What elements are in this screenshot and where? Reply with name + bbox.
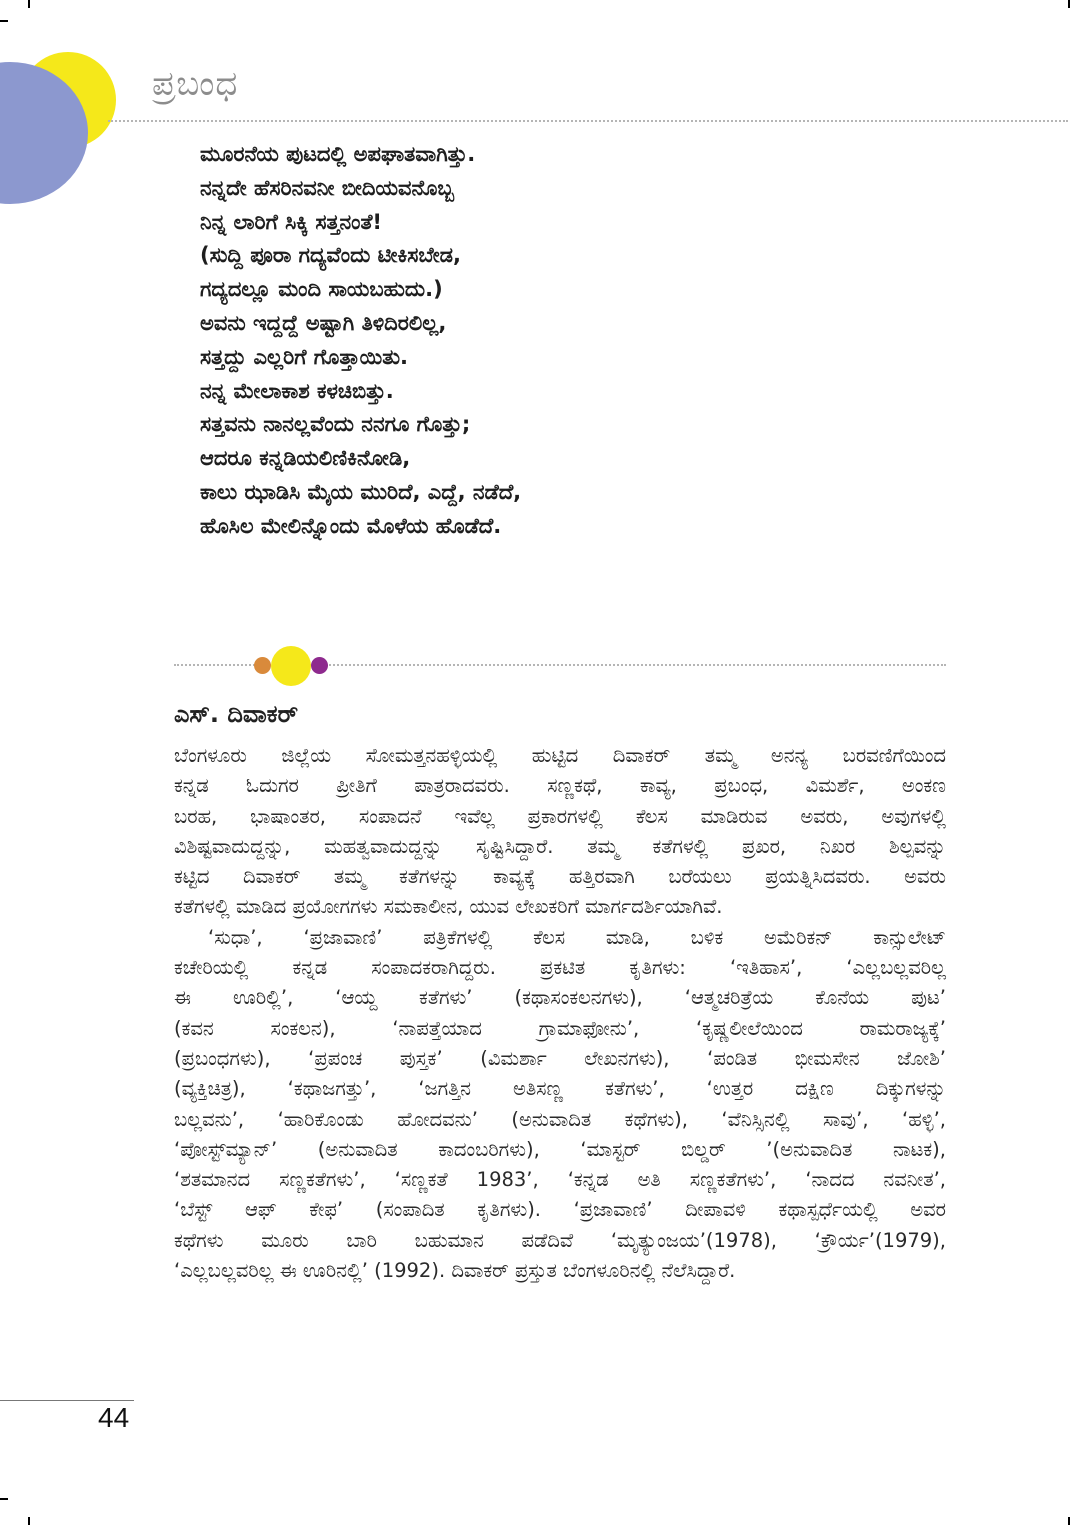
bio-line: ಈ ಊರಿಲ್ಲಿ’, ‘ಆಯ್ದ ಕತೆಗಳು’ (ಕಥಾಸಂಕಲನಗಳು), ‘ಆತ್ಮಚರಿತ್ರೆಯ ಕೊನೆಯ ಪುಟ’ xyxy=(174,986,946,1010)
poem-line: ನನ್ನ ಮೇಲಾಕಾಶ ಕಳಚಿಬಿತ್ತು. xyxy=(200,378,394,403)
bio-line: (ಪ್ರಬಂಧಗಳು), ‘ಪ್ರಪಂಚ ಪುಸ್ತಕ’ (ವಿಮರ್ಶಾ ಲೇಖನಗಳು), ‘ಪಂಡಿತ ಭೀಮಸೇನ ಜೋಶಿ’ xyxy=(174,1046,946,1070)
crop-mark xyxy=(1068,1517,1070,1525)
poem-line: ಕಾಲು ಝಾಡಿಸಿ ಮೈಯ ಮುರಿದೆ, ಎದ್ದೆ, ನಡೆದೆ, xyxy=(200,479,522,504)
bio-line: ಬರಹ, ಭಾಷಾಂತರ, ಸಂಪಾದನೆ ಇವೆಲ್ಲ ಪ್ರಕಾರಗಳಲ್ಲಿ ಕೆಲಸ ಮಾಡಿರುವ ಅವರು, ಅವುಗಳಲ್ಲಿ xyxy=(174,804,946,828)
bio-line: ಕನ್ನಡ ಓದುಗರ ಪ್ರೀತಿಗೆ ಪಾತ್ರರಾದವರು. ಸಣ್ಣಕಥೆ, ಕಾವ್ಯ, ಪ್ರಬಂಧ, ವಿಮರ್ಶೆ, ಅಂಕಣ xyxy=(174,774,946,798)
bio-line: ‘ಶತಮಾನದ ಸಣ್ಣಕತೆಗಳು’, ‘ಸಣ್ಣಕತೆ 1983’, ‘ಕನ್ನಡ ಅತಿ ಸಣ್ಣಕತೆಗಳು’, ‘ನಾದದ ನವನೀತ’, xyxy=(174,1168,946,1192)
poem-line: ಗದ್ಯದಲ್ಲೂ ಮಂದಿ ಸಾಯಬಹುದು.) xyxy=(200,277,443,302)
bio-line: (ಕವನ ಸಂಕಲನ), ‘ನಾಪತ್ತೆಯಾದ ಗ್ರಾಮಾಫೋನು’, ‘ಕೃಷ್ಣಲೀಲೆಯಿಂದ ರಾಮರಾಜ್ಯಕ್ಕೆ’ xyxy=(174,1016,946,1040)
separator-orange-dot xyxy=(254,657,271,674)
bio-line: ವಿಶಿಷ್ಟವಾದುದ್ದನ್ನು, ಮಹತ್ವವಾದುದ್ದನ್ನು ಸೃಷ್ಟಿಸಿದ್ದಾರೆ. ತಮ್ಮ ಕತೆಗಳಲ್ಲಿ ಪ್ರಖರ, ನಿಖರ ಶಿಲ್ಪವನ್ನು xyxy=(174,834,946,858)
bio-line: ಕಚೇರಿಯಲ್ಲಿ ಕನ್ನಡ ಸಂಪಾದಕರಾಗಿದ್ದರು. ಪ್ರಕಟಿತ ಕೃತಿಗಳು: ‘ಇತಿಹಾಸ’, ‘ಎಲ್ಲಬಲ್ಲವರಿಲ್ಲ xyxy=(174,956,946,980)
poem-line: (ಸುದ್ದಿ ಪೂರಾ ಗದ್ಯವೆಂದು ಟೀಕಿಸಬೇಡ, xyxy=(200,243,461,268)
poem-line: ಹೊಸಿಲ ಮೇಲಿನ್ನೊಂದು ಮೊಳೆಯ ಹೊಡೆದೆ. xyxy=(200,513,502,538)
poem-line: ಅವನು ಇದ್ದದ್ದೆ ಅಷ್ಟಾಗಿ ತಿಳಿದಿರಲಿಲ್ಲ, xyxy=(200,310,447,335)
bio-line: ಕಟ್ಟಿದ ದಿವಾಕರ್ ತಮ್ಮ ಕತೆಗಳನ್ನು ಕಾವ್ಯಕ್ಕೆ ಹತ್ತಿರವಾಗಿ ಬರೆಯಲು ಪ್ರಯತ್ನಿಸಿದವರು. ಅವರು xyxy=(174,865,946,889)
poem-excerpt xyxy=(200,138,521,544)
poem-line: ಆದರೂ ಕನ್ನಡಿಯಲಿಣಿಕಿನೋಡಿ, xyxy=(200,446,411,471)
bio-line: ಕಥೆಗಳು ಮೂರು ಬಾರಿ ಬಹುಮಾನ ಪಡೆದಿವೆ ‘ಮೃತ್ಯುಂಜಯ’(1978), ‘ಕ್ರೌರ್ಯ’(1979), xyxy=(174,1228,946,1252)
section-title: ಪ್ರಬಂಧ xyxy=(152,64,239,104)
bio-line: ‘ಸುಧಾ’, ‘ಪ್ರಜಾವಾಣಿ’ ಪತ್ರಿಕೆಗಳಲ್ಲಿ ಕೆಲಸ ಮಾಡಿ, ಬಳಿಕ ಅಮೆರಿಕನ್ ಕಾನ್ಸುಲೇಟ್ xyxy=(208,925,946,949)
poem-line: ಸತ್ತದ್ದು ಎಲ್ಲರಿಗೆ ಗೊತ್ತಾಯಿತು. xyxy=(200,344,408,369)
crop-mark xyxy=(28,0,30,8)
bio-line: ಬೆಂಗಳೂರು ಜಿಲ್ಲೆಯ ಸೋಮತ್ತನಹಳ್ಳಿಯಲ್ಲಿ ಹುಟ್ಟಿದ ದಿವಾಕರ್ ತಮ್ಮ ಅನನ್ಯ ಬರವಣಿಗೆಯಿಂದ xyxy=(174,744,946,767)
author-name: ಎಸ್. ದಿವಾಕರ್ xyxy=(174,700,299,728)
header-dotted-rule xyxy=(108,120,1068,122)
bio-line: ‘ಎಲ್ಲಬಲ್ಲವರಿಲ್ಲ ಈ ಊರಿನಲ್ಲಿ’ (1992). ದಿವಾಕರ್ ಪ್ರಸ್ತುತ ಬೆಂಗಳೂರಿನಲ್ಲಿ ನೆಲೆಸಿದ್ದಾರೆ. xyxy=(174,1259,736,1283)
crop-mark xyxy=(28,1517,30,1525)
crop-mark xyxy=(0,20,8,22)
page-number: 44 xyxy=(98,1402,130,1433)
poem-line: ಸತ್ತವನು ನಾನಲ್ಲವೆಂದು ನನಗೂ ಗೊತ್ತು; xyxy=(200,412,471,437)
crop-mark xyxy=(1068,0,1070,8)
bio-line: ‘ಬೆಸ್ಟ್ ಆಫ್ ಕೇಫ’ (ಸಂಪಾದಿತ ಕೃತಿಗಳು). ‘ಪ್ರಜಾವಾಣಿ’ ದೀಪಾವಳಿ ಕಥಾಸ್ಪರ್ಧೆಯಲ್ಲಿ ಅವರ xyxy=(174,1198,946,1222)
separator-yellow-dot xyxy=(271,646,311,686)
footer-rule xyxy=(0,1400,134,1401)
poem-line: ನಿನ್ನ ಲಾರಿಗೆ ಸಿಕ್ಕಿ ಸತ್ತನಂತೆ! xyxy=(200,209,382,234)
poem-line: ಮೂರನೆಯ ಪುಟದಲ್ಲಿ ಅಪಘಾತವಾಗಿತ್ತು. xyxy=(200,142,476,166)
bio-line: (ವ್ಯಕ್ತಿಚಿತ್ರ), ‘ಕಥಾಜಗತ್ತು’, ‘ಜಗತ್ತಿನ ಅತಿಸಣ್ಣ ಕತೆಗಳು’, ‘ಉತ್ತರ ದಕ್ಷಿಣ ದಿಕ್ಕುಗಳನ್ನು xyxy=(174,1077,946,1101)
bio-line: ‘ಪೋಸ್ಟ್‌ಮ್ಯಾನ್’ (ಅನುವಾದಿತ ಕಾದಂಬರಿಗಳು), ‘ಮಾಸ್ಟರ್ ಬಿಲ್ಡರ್ ’(ಅನುವಾದಿತ ನಾಟಕ), xyxy=(174,1137,946,1161)
bio-line: ಬಲ್ಲವನು’, ‘ಹಾರಿಕೊಂಡು ಹೋದವನು’ (ಅನುವಾದಿತ ಕಥೆಗಳು), ‘ವೆನಿಸ್ಸಿನಲ್ಲಿ ಸಾವು’, ‘ಹಳ್ಳಿ’, xyxy=(174,1107,946,1131)
author-biography xyxy=(174,741,946,1286)
separator-purple-dot xyxy=(311,657,328,674)
poem-line: ನನ್ನದೇ ಹೆಸರಿನವನೀ ಬೀದಿಯವನೊಬ್ಬ xyxy=(200,175,455,200)
bio-line: ಕತೆಗಳಲ್ಲಿ ಮಾಡಿದ ಪ್ರಯೋಗಗಳು ಸಮಕಾಲೀನ, ಯುವ ಲೇಖಕರಿಗೆ ಮಾರ್ಗದರ್ಶಿಯಾಗಿವೆ. xyxy=(174,895,723,919)
crop-mark xyxy=(0,1498,8,1500)
